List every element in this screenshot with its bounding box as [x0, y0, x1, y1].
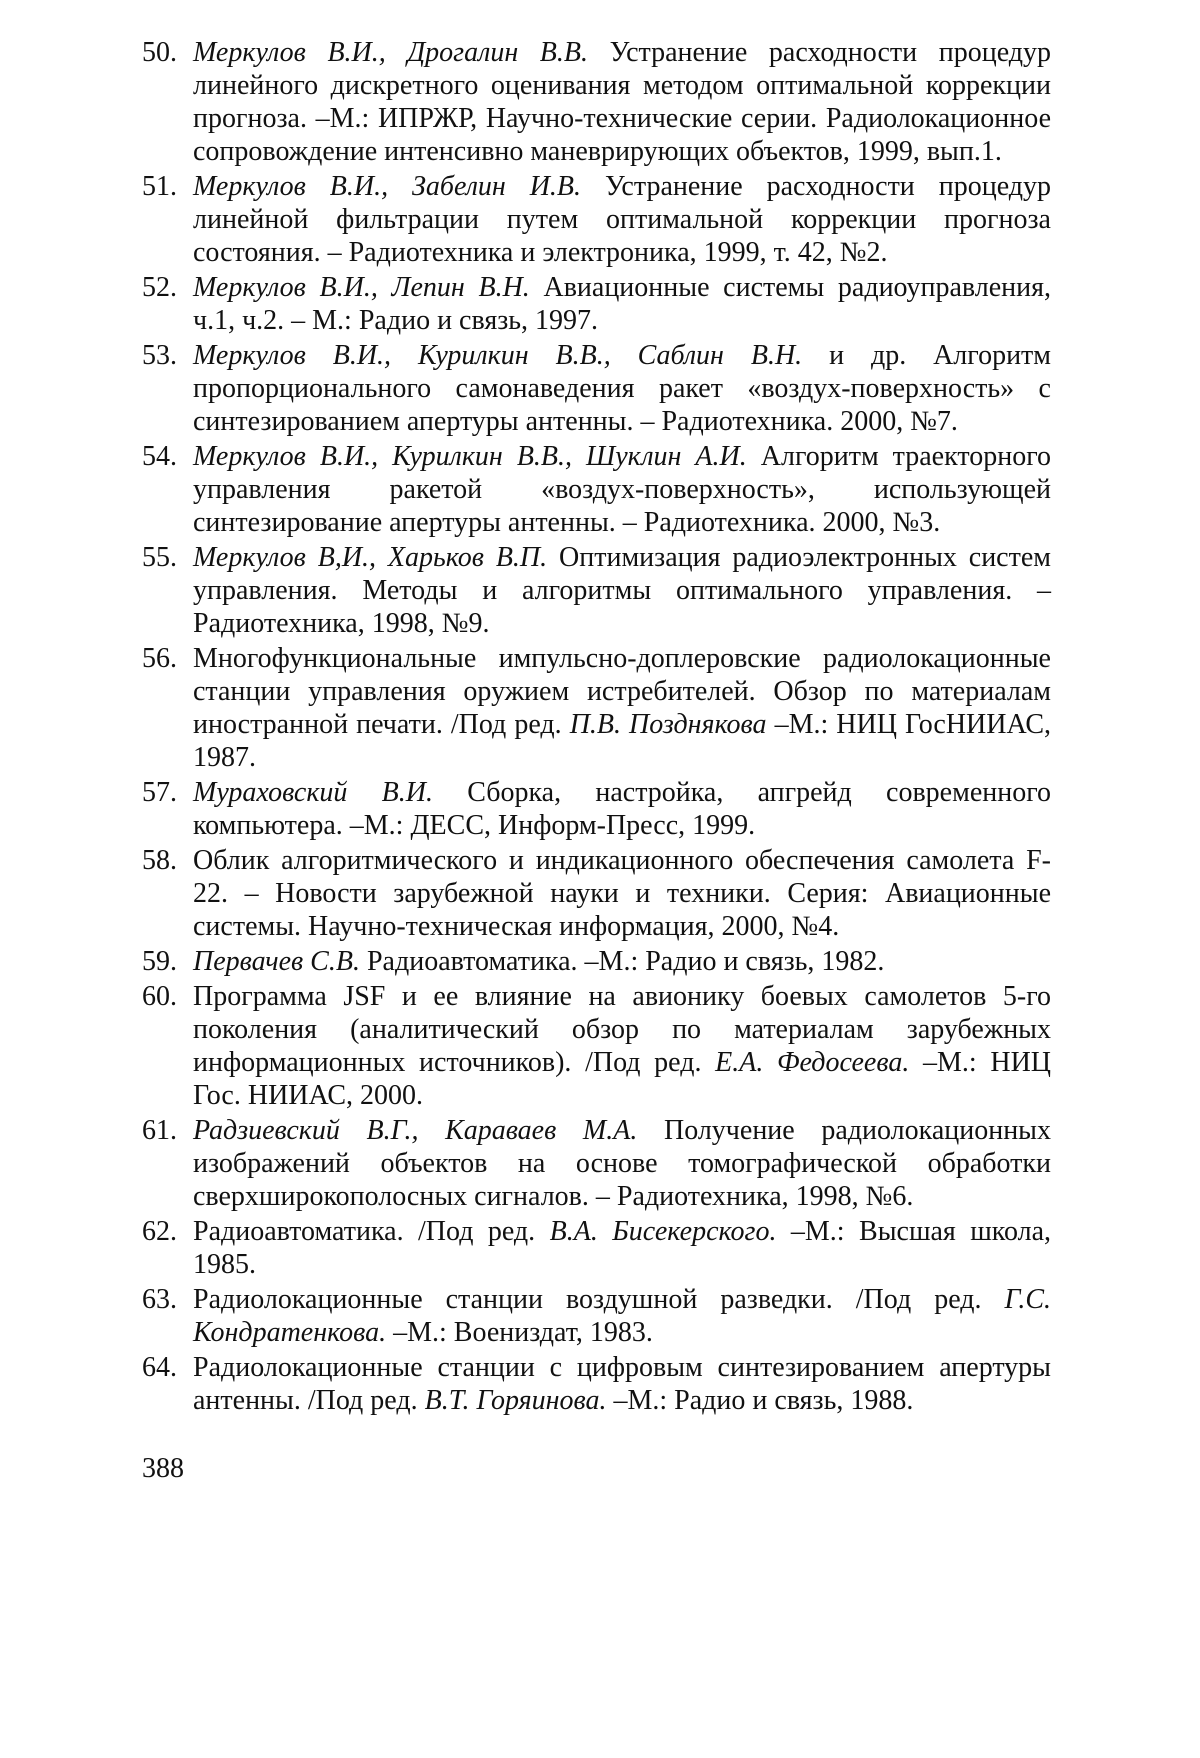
reference-text — [193, 1351, 1051, 1417]
page-number: 388 — [142, 1453, 184, 1484]
reference-text — [193, 1114, 1051, 1213]
reference-number: 53. — [142, 340, 177, 371]
reference-text — [193, 541, 1051, 640]
reference-author: Меркулов В.И., Курилкин В.В., Саблин В.Н. — [193, 340, 803, 371]
reference-item — [0, 440, 1200, 539]
reference-text — [193, 844, 1051, 943]
reference-item — [0, 642, 1200, 774]
reference-author: Меркулов В.И., Дрогалин В.В. — [193, 37, 589, 68]
reference-text — [193, 1283, 1051, 1349]
reference-author: Меркулов В.И., Лепин В.Н. — [193, 272, 530, 303]
reference-item — [0, 271, 1200, 337]
reference-text — [193, 945, 1051, 978]
reference-text — [193, 271, 1051, 337]
reference-number: 55. — [142, 542, 177, 573]
reference-text — [193, 339, 1051, 438]
reference-text — [193, 980, 1051, 1112]
reference-number: 63. — [142, 1284, 177, 1315]
reference-number: 52. — [142, 272, 177, 303]
reference-item — [0, 339, 1200, 438]
reference-number: 58. — [142, 845, 177, 876]
reference-author: Г.С. Кондратенкова. — [193, 1284, 1051, 1348]
reference-list — [0, 36, 1200, 1419]
reference-body: Устранение расходности процедур линейного дискретного оценивания методом оптимальной коррекции прогноза. –М.: ИПРЖР, Научно-технические серии. Радиолокационное сопровождение интенсивно маневрирующих объектов, 1999, вып.1. — [193, 37, 1051, 167]
reference-body: и др. Алгоритм пропорционального самонаведения ракет «воздух-поверхность» с синтезированием апертуры антенны. – Радиотехника. 2000, №7. — [193, 340, 1052, 437]
reference-item — [0, 170, 1200, 269]
reference-body: Облик алгоритмического и индикационного обеспечения самолета F-22. – Новости зарубежной науки и техники. Серия: Авиационные системы. Научно-техническая информация, 2000, №4. — [193, 845, 1051, 942]
reference-number: 62. — [142, 1216, 177, 1247]
reference-body: –М.: Радио и связь, 1988. — [606, 1385, 914, 1416]
reference-text — [193, 440, 1051, 539]
reference-number: 60. — [142, 981, 177, 1012]
reference-item — [0, 776, 1200, 842]
reference-body: Сборка, настройка, апгрейд современного компьютера. –М.: ДЕСС, Информ-Пресс, 1999. — [193, 777, 1052, 841]
reference-body: Авиационные системы радиоуправления, ч.1, ч.2. – М.: Радио и связь, 1997. — [193, 272, 1051, 336]
reference-number: 59. — [142, 946, 177, 977]
reference-item — [0, 1114, 1200, 1213]
reference-body: Оптимизация радиоэлектронных систем управления. Методы и алгоритмы оптимального управления. – Радиотехника, 1998, №9. — [193, 542, 1051, 639]
reference-body: –М.: Воениздат, 1983. — [386, 1317, 653, 1348]
reference-number: 64. — [142, 1352, 177, 1383]
reference-item — [0, 844, 1200, 943]
reference-author: П.В. Позднякова — [569, 709, 767, 740]
reference-body: Радиоавтоматика. –М.: Радио и связь, 1982. — [359, 946, 885, 977]
reference-author: Первачев С.В. — [193, 946, 360, 977]
reference-body: Программа JSF и ее влияние на авионику боевых самолетов 5-го поколения (аналитический обзор по материалам зарубежных информационных источников). /Под ред. — [193, 981, 1051, 1078]
reference-body: Устранение расходности процедур линейной фильтрации путем оптимальной коррекции прогноза состояния. – Радиотехника и электроника, 1999, т. 42, №2. — [193, 171, 1051, 268]
reference-number: 51. — [142, 171, 177, 202]
reference-text — [193, 1215, 1051, 1281]
reference-author: Мураховский В.И. — [193, 777, 433, 808]
reference-text — [193, 170, 1051, 269]
reference-item — [0, 541, 1200, 640]
reference-item — [0, 36, 1200, 168]
reference-author: Меркулов В,И., Харьков В.П. — [193, 542, 548, 573]
reference-text — [193, 642, 1051, 774]
reference-body: Радиолокационные станции с цифровым синтезированием апертуры антенны. /Под ред. — [193, 1352, 1051, 1416]
reference-author: В.А. Бисекерского. — [549, 1216, 777, 1247]
reference-number: 50. — [142, 37, 177, 68]
reference-number: 56. — [142, 643, 177, 674]
reference-author: В.Т. Горяинова. — [424, 1385, 607, 1416]
reference-number: 54. — [142, 441, 177, 472]
reference-item — [0, 1215, 1200, 1281]
reference-body: –М.: Высшая школа, 1985. — [193, 1216, 1052, 1280]
reference-number: 57. — [142, 777, 177, 808]
reference-item — [0, 980, 1200, 1112]
reference-text — [193, 36, 1051, 168]
reference-author: Меркулов В.И., Курилкин В.В., Шуклин А.И. — [193, 441, 747, 472]
reference-body: Получение радиолокационных изображений объектов на основе томографической обработки сверхширокополосных сигналов. – Радиотехника, 1998, №6. — [193, 1115, 1051, 1212]
reference-author: Е.А. Федосеева. — [715, 1047, 910, 1078]
reference-body: Алгоритм траекторного управления ракетой «воздух-поверхность», использующей синтезирование апертуры антенны. – Радиотехника. 2000, №3. — [193, 441, 1051, 538]
reference-body: Радиолокационные станции воздушной разведки. /Под ред. — [193, 1284, 1005, 1315]
reference-body: –М.: НИЦ ГосНИИАС, 1987. — [193, 709, 1052, 773]
reference-author: Меркулов В.И., Забелин И.В. — [193, 171, 582, 202]
reference-item — [0, 945, 1200, 978]
reference-item — [0, 1283, 1200, 1349]
reference-body: Многофункциональные импульсно-доплеровские радиолокационные станции управления оружием истребителей. Обзор по материалам иностранной печати. /Под ред. — [193, 643, 1051, 740]
reference-item — [0, 1351, 1200, 1417]
reference-text — [193, 776, 1051, 842]
reference-body: –М.: НИЦ Гос. НИИАС, 2000. — [193, 1047, 1052, 1111]
reference-number: 61. — [142, 1115, 177, 1146]
reference-author: Радзиевский В.Г., Караваев М.А. — [193, 1115, 638, 1146]
reference-body: Радиоавтоматика. /Под ред. — [193, 1216, 550, 1247]
